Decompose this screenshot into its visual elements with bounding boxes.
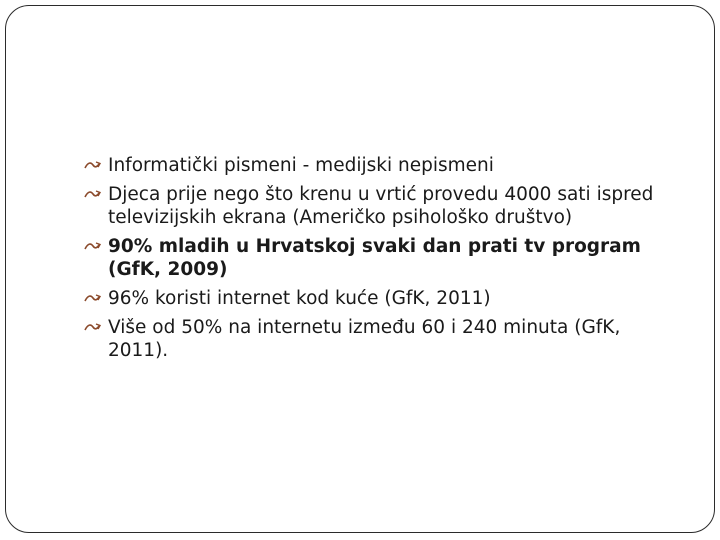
bullet-item	[84, 316, 684, 362]
bullet-item	[84, 235, 684, 281]
bullet-item	[84, 287, 684, 310]
wavy-arrow-bullet-icon	[84, 240, 102, 253]
bullet-item	[84, 154, 684, 177]
bullet-text: 90% mladih u Hrvatskoj svaki dan prati tv program (GfK, 2009)	[108, 236, 641, 280]
wavy-arrow-bullet-icon	[84, 188, 102, 201]
bullet-text: 96% koristi internet kod kuće (GfK, 2011)	[108, 288, 491, 309]
wavy-arrow-bullet-icon	[84, 292, 102, 305]
wavy-arrow-bullet-icon	[84, 321, 102, 334]
bullet-text: Djeca prije nego što krenu u vrtić provedu 4000 sati ispred televizijskih ekrana (Američko psihološko društvo)	[108, 184, 654, 228]
bullet-text: Više od 50% na internetu između 60 i 240 minuta (GfK, 2011).	[108, 317, 621, 361]
bullet-list	[84, 154, 684, 368]
slide-frame	[5, 5, 715, 533]
bullet-text: Informatički pismeni - medijski nepismeni	[108, 155, 494, 176]
wavy-arrow-bullet-icon	[84, 159, 102, 172]
bullet-item	[84, 183, 684, 229]
